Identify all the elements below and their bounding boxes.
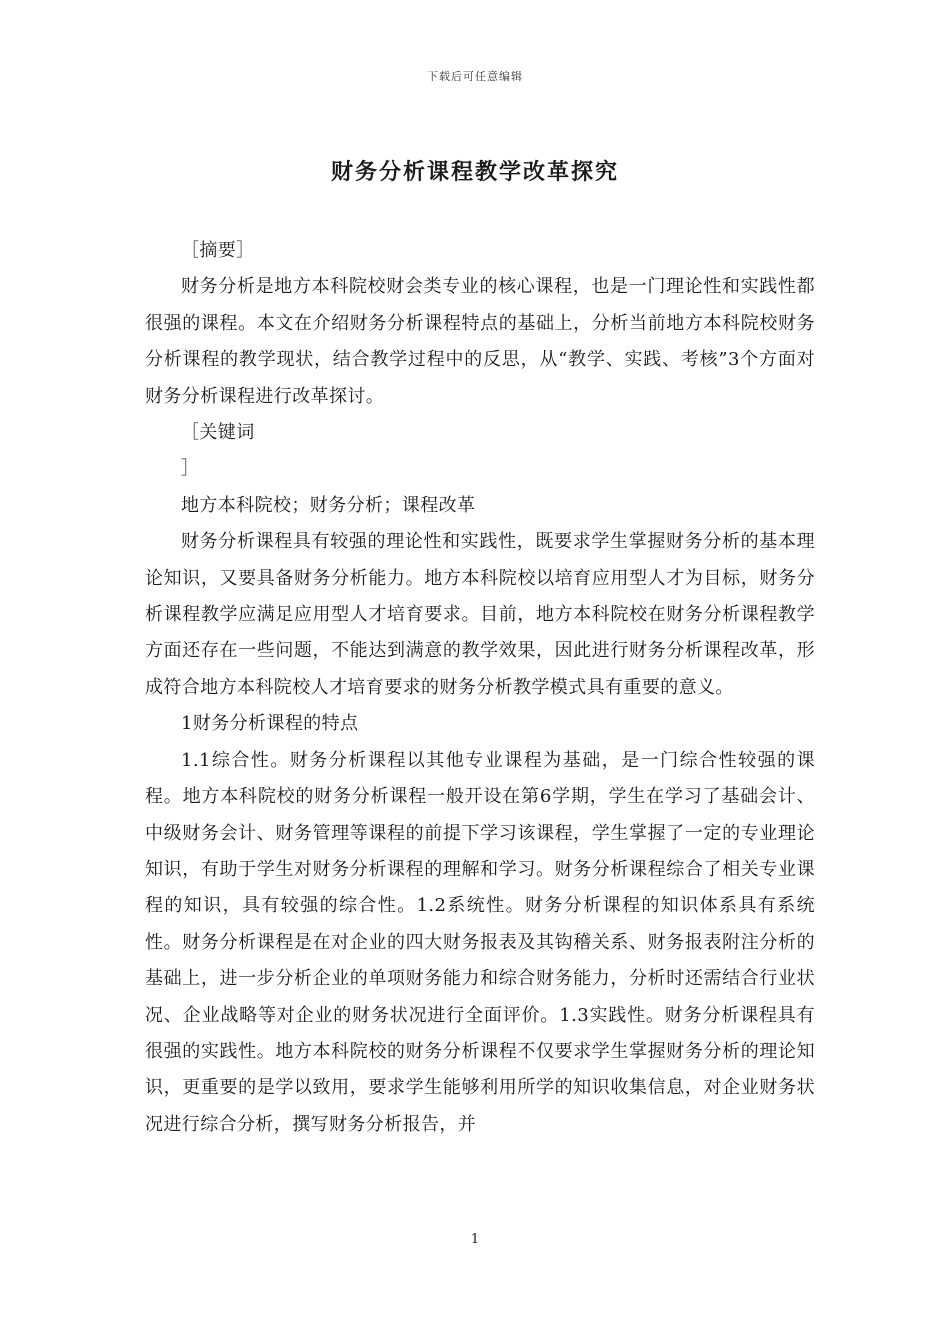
section-1-paragraph: 1.1综合性。财务分析课程以其他专业课程为基础，是一门综合性较强的课程。地方本科院校的财务分析课程一般开设在第6学期，学生在学习了基础会计、中级财务会计、财务管理等课程的前提下学习该课程，学生掌握了一定的专业理论知识，有助于学生对财务分析课程的理解和学习。财务分析课程综合了相关专业课程的知识，具有较强的综合性。1.2系统性。财务分析课程的知识体系具有系统性。财务分析课程是在对企业的四大财务报表及其钩稽关系、财务报表附注分析的基础上，进一步分析企业的单项财务能力和综合财务能力，分析时还需结合行业状况、企业战略等对企业的财务状况进行全面评价。1.3实践性。财务分析课程具有很强的实践性。地方本科院校的财务分析课程不仅要求学生掌握财务分析的理论知识，更重要的是学以致用，要求学生能够利用所学的知识收集信息，对企业财务状况进行综合分析，撰写财务分析报告，并 [145,749,815,1135]
abstract-label: ［摘要］ [181,240,255,261]
intro-paragraph: 财务分析课程具有较强的理论性和实践性，既要求学生掌握财务分析的基本理论知识，又要具备财务分析能力。地方本科院校以培育应用型人才为目标，财务分析课程教学应满足应用型人才培育要求。目前，地方本科院校在财务分析课程教学方面还存在一些问题，不能达到满意的教学效果，因此进行财务分析课程改革，形成符合地方本科院校人才培育要求的财务分析教学模式具有重要的意义。 [145,531,815,698]
keywords-label: ［关键词 [181,422,255,444]
keywords-paragraph: 地方本科院校；财务分析；课程改革 [181,494,476,516]
page-header-note: 下载后可任意编辑 [427,70,523,83]
section-1-heading: 1财务分析课程的特点 [181,713,359,735]
document-title: 财务分析课程教学改革探究 [330,160,619,185]
page-number: 1 [470,1232,480,1247]
document-body [145,233,815,1143]
abstract-paragraph: 财务分析是地方本科院校财会类专业的核心课程，也是一门理论性和实践性都很强的课程。本文在介绍财务分析课程特点的基础上，分析当前地方本科院校财务分析课程的教学现状，结合教学过程中的反思，从“教学、实践、考核”3个方面对财务分析课程进行改革探讨。 [145,276,815,407]
keywords-label-close: ］ [181,458,200,480]
